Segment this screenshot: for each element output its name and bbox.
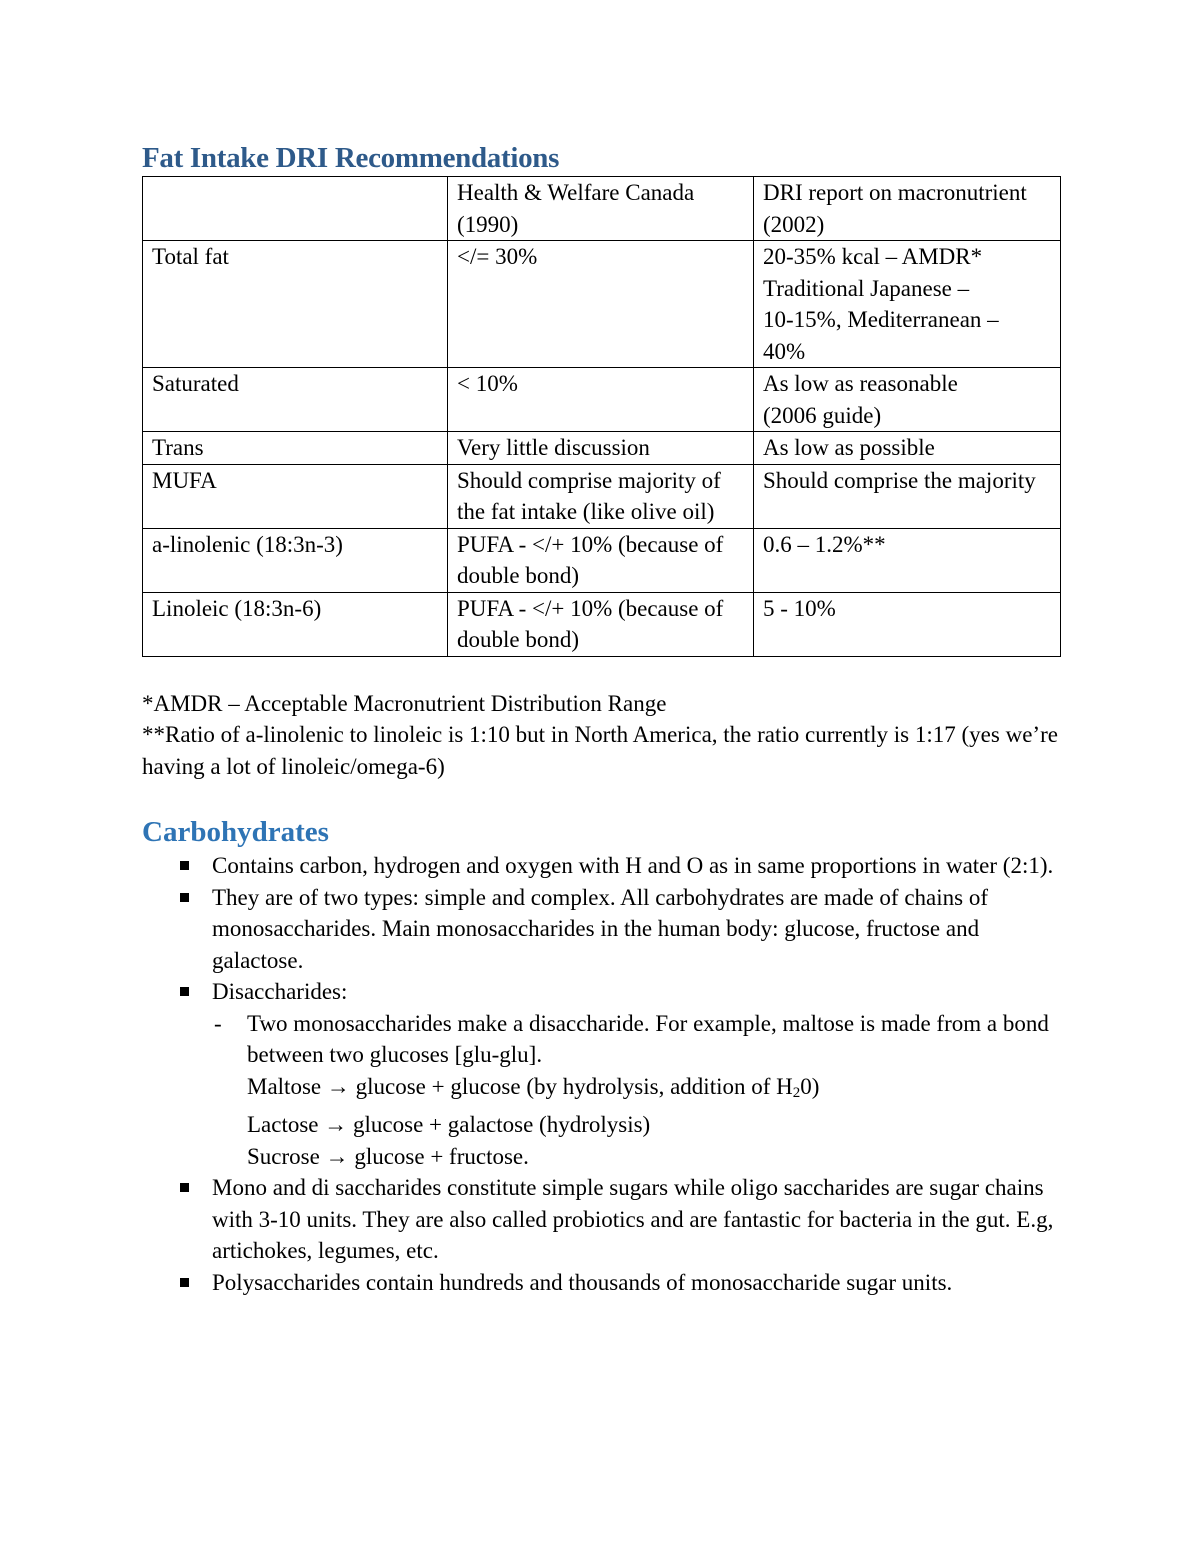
- square-bullet-icon: [180, 1183, 189, 1192]
- fat-dri-table: [142, 176, 1061, 657]
- footnote-ratio: **Ratio of a-linolenic to linoleic is 1:10 but in North America, the ratio currently is 1:17 (yes we’re having a lot of linoleic/omega-6): [142, 722, 1058, 779]
- dri-line: 10-15%, Mediterranean –: [763, 307, 999, 332]
- dri-line: As low as reasonable: [763, 371, 958, 396]
- list-item: [142, 850, 1060, 882]
- dri-line: 40%: [763, 338, 806, 364]
- products: glucose + galactose (hydrolysis): [353, 1112, 651, 1137]
- row-label: Saturated: [143, 368, 448, 432]
- table-header-row: [143, 177, 1061, 241]
- dri-value: [754, 464, 1061, 528]
- bullet-text: Polysaccharides contain hundreds and thousands of monosaccharide sugar units.: [212, 1269, 953, 1295]
- dri-line: Traditional Japanese –: [763, 275, 970, 301]
- hwc-value: Should comprise majority of the fat intake (like olive oil): [448, 464, 754, 528]
- table-header-cell: [143, 177, 448, 241]
- hwc-value: Very little discussion: [448, 432, 754, 465]
- subscript: 2: [792, 1084, 801, 1101]
- dri-value: [754, 592, 1061, 656]
- carbs-bullet-list: [142, 850, 1060, 1298]
- disaccharide-intro: Two monosaccharides make a disaccharide. For example, maltose is made from a bond between two glucoses [glu-glu].: [247, 1010, 1049, 1067]
- dri-line: As low as possible: [763, 435, 935, 460]
- dash-bullet: -: [214, 1010, 222, 1036]
- bullet-text: Contains carbon, hydrogen and oxygen with H and O as in same proportions in water (2:1).: [212, 853, 1054, 878]
- hwc-value: PUFA - </+ 10% (because of double bond): [448, 592, 754, 656]
- reactant: Sucrose: [247, 1143, 320, 1169]
- table-footnotes: [142, 688, 1060, 783]
- dri-line: 20-35% kcal – AMDR*: [763, 244, 983, 269]
- dri-line: Should comprise the majority: [763, 467, 1036, 493]
- row-label: MUFA: [143, 464, 448, 528]
- sub-list-item: [212, 1008, 1060, 1173]
- products: glucose + glucose (by hydrolysis, addition of H: [355, 1073, 793, 1099]
- dri-line: 0.6 – 1.2%**: [763, 531, 886, 557]
- row-label: Linoleic (18:3n-6): [143, 592, 448, 656]
- dri-line: (2006 guide): [763, 402, 882, 428]
- footnote-amdr: *AMDR – Acceptable Macronutrient Distribution Range: [142, 690, 667, 716]
- reaction-sucrose: [247, 1141, 1060, 1173]
- row-label: Trans: [143, 432, 448, 465]
- square-bullet-icon: [180, 987, 189, 996]
- table-row: [143, 368, 1061, 432]
- table-row: [143, 432, 1061, 465]
- arrow-right-icon: →: [324, 1112, 348, 1137]
- dri-value: [754, 528, 1061, 592]
- carbohydrates-section: [142, 814, 1060, 1298]
- table-row: [143, 464, 1061, 528]
- reactant: Lactose: [247, 1112, 319, 1137]
- row-label: Total fat: [143, 241, 448, 368]
- dri-value: [754, 432, 1061, 465]
- square-bullet-icon: [180, 1278, 189, 1287]
- table-row: [143, 592, 1061, 656]
- reactant: Maltose: [247, 1073, 322, 1099]
- list-item: [142, 976, 1060, 1172]
- list-item: [142, 882, 1060, 977]
- reaction-lactose: [247, 1109, 1060, 1141]
- hwc-value: </= 30%: [448, 241, 754, 368]
- reaction-maltose: [247, 1071, 1060, 1110]
- bullet-text: Disaccharides:: [212, 979, 348, 1004]
- table-header-cell: DRI report on macronutrient (2002): [754, 177, 1061, 241]
- arrow-right-icon: →: [325, 1143, 349, 1169]
- dri-line: 5 - 10%: [763, 595, 836, 621]
- disaccharides-sublist: [212, 1008, 1060, 1173]
- bullet-text: Mono and di saccharides constitute simple sugars while oligo saccharides are sugar chains with 3-10 units. They are also called probiotics and are fantastic for bacteria in the gut. E.g, artichokes, legumes, etc.: [212, 1175, 1054, 1263]
- document-page: [142, 140, 1060, 1298]
- bullet-text: They are of two types: simple and complex. All carbohydrates are made of chains of monosaccharides. Main monosaccharides in the human body: glucose, fructose and galactose.: [212, 884, 988, 973]
- square-bullet-icon: [180, 861, 189, 870]
- carbs-section-title: Carbohydrates: [142, 816, 329, 848]
- table-header-cell: Health & Welfare Canada (1990): [448, 177, 754, 241]
- list-item: [142, 1172, 1060, 1267]
- table-row: [143, 528, 1061, 592]
- hwc-value: < 10%: [448, 368, 754, 432]
- products: glucose + fructose.: [354, 1143, 529, 1169]
- arrow-right-icon: →: [326, 1073, 350, 1099]
- dri-value: [754, 241, 1061, 368]
- list-item: [142, 1267, 1060, 1299]
- table-row: [143, 241, 1061, 368]
- hwc-value: PUFA - </+ 10% (because of double bond): [448, 528, 754, 592]
- row-label: a-linolenic (18:3n-3): [143, 528, 448, 592]
- fat-section-title: Fat Intake DRI Recommendations: [142, 142, 560, 174]
- products-tail: 0): [800, 1073, 820, 1099]
- dri-value: [754, 368, 1061, 432]
- square-bullet-icon: [180, 893, 189, 902]
